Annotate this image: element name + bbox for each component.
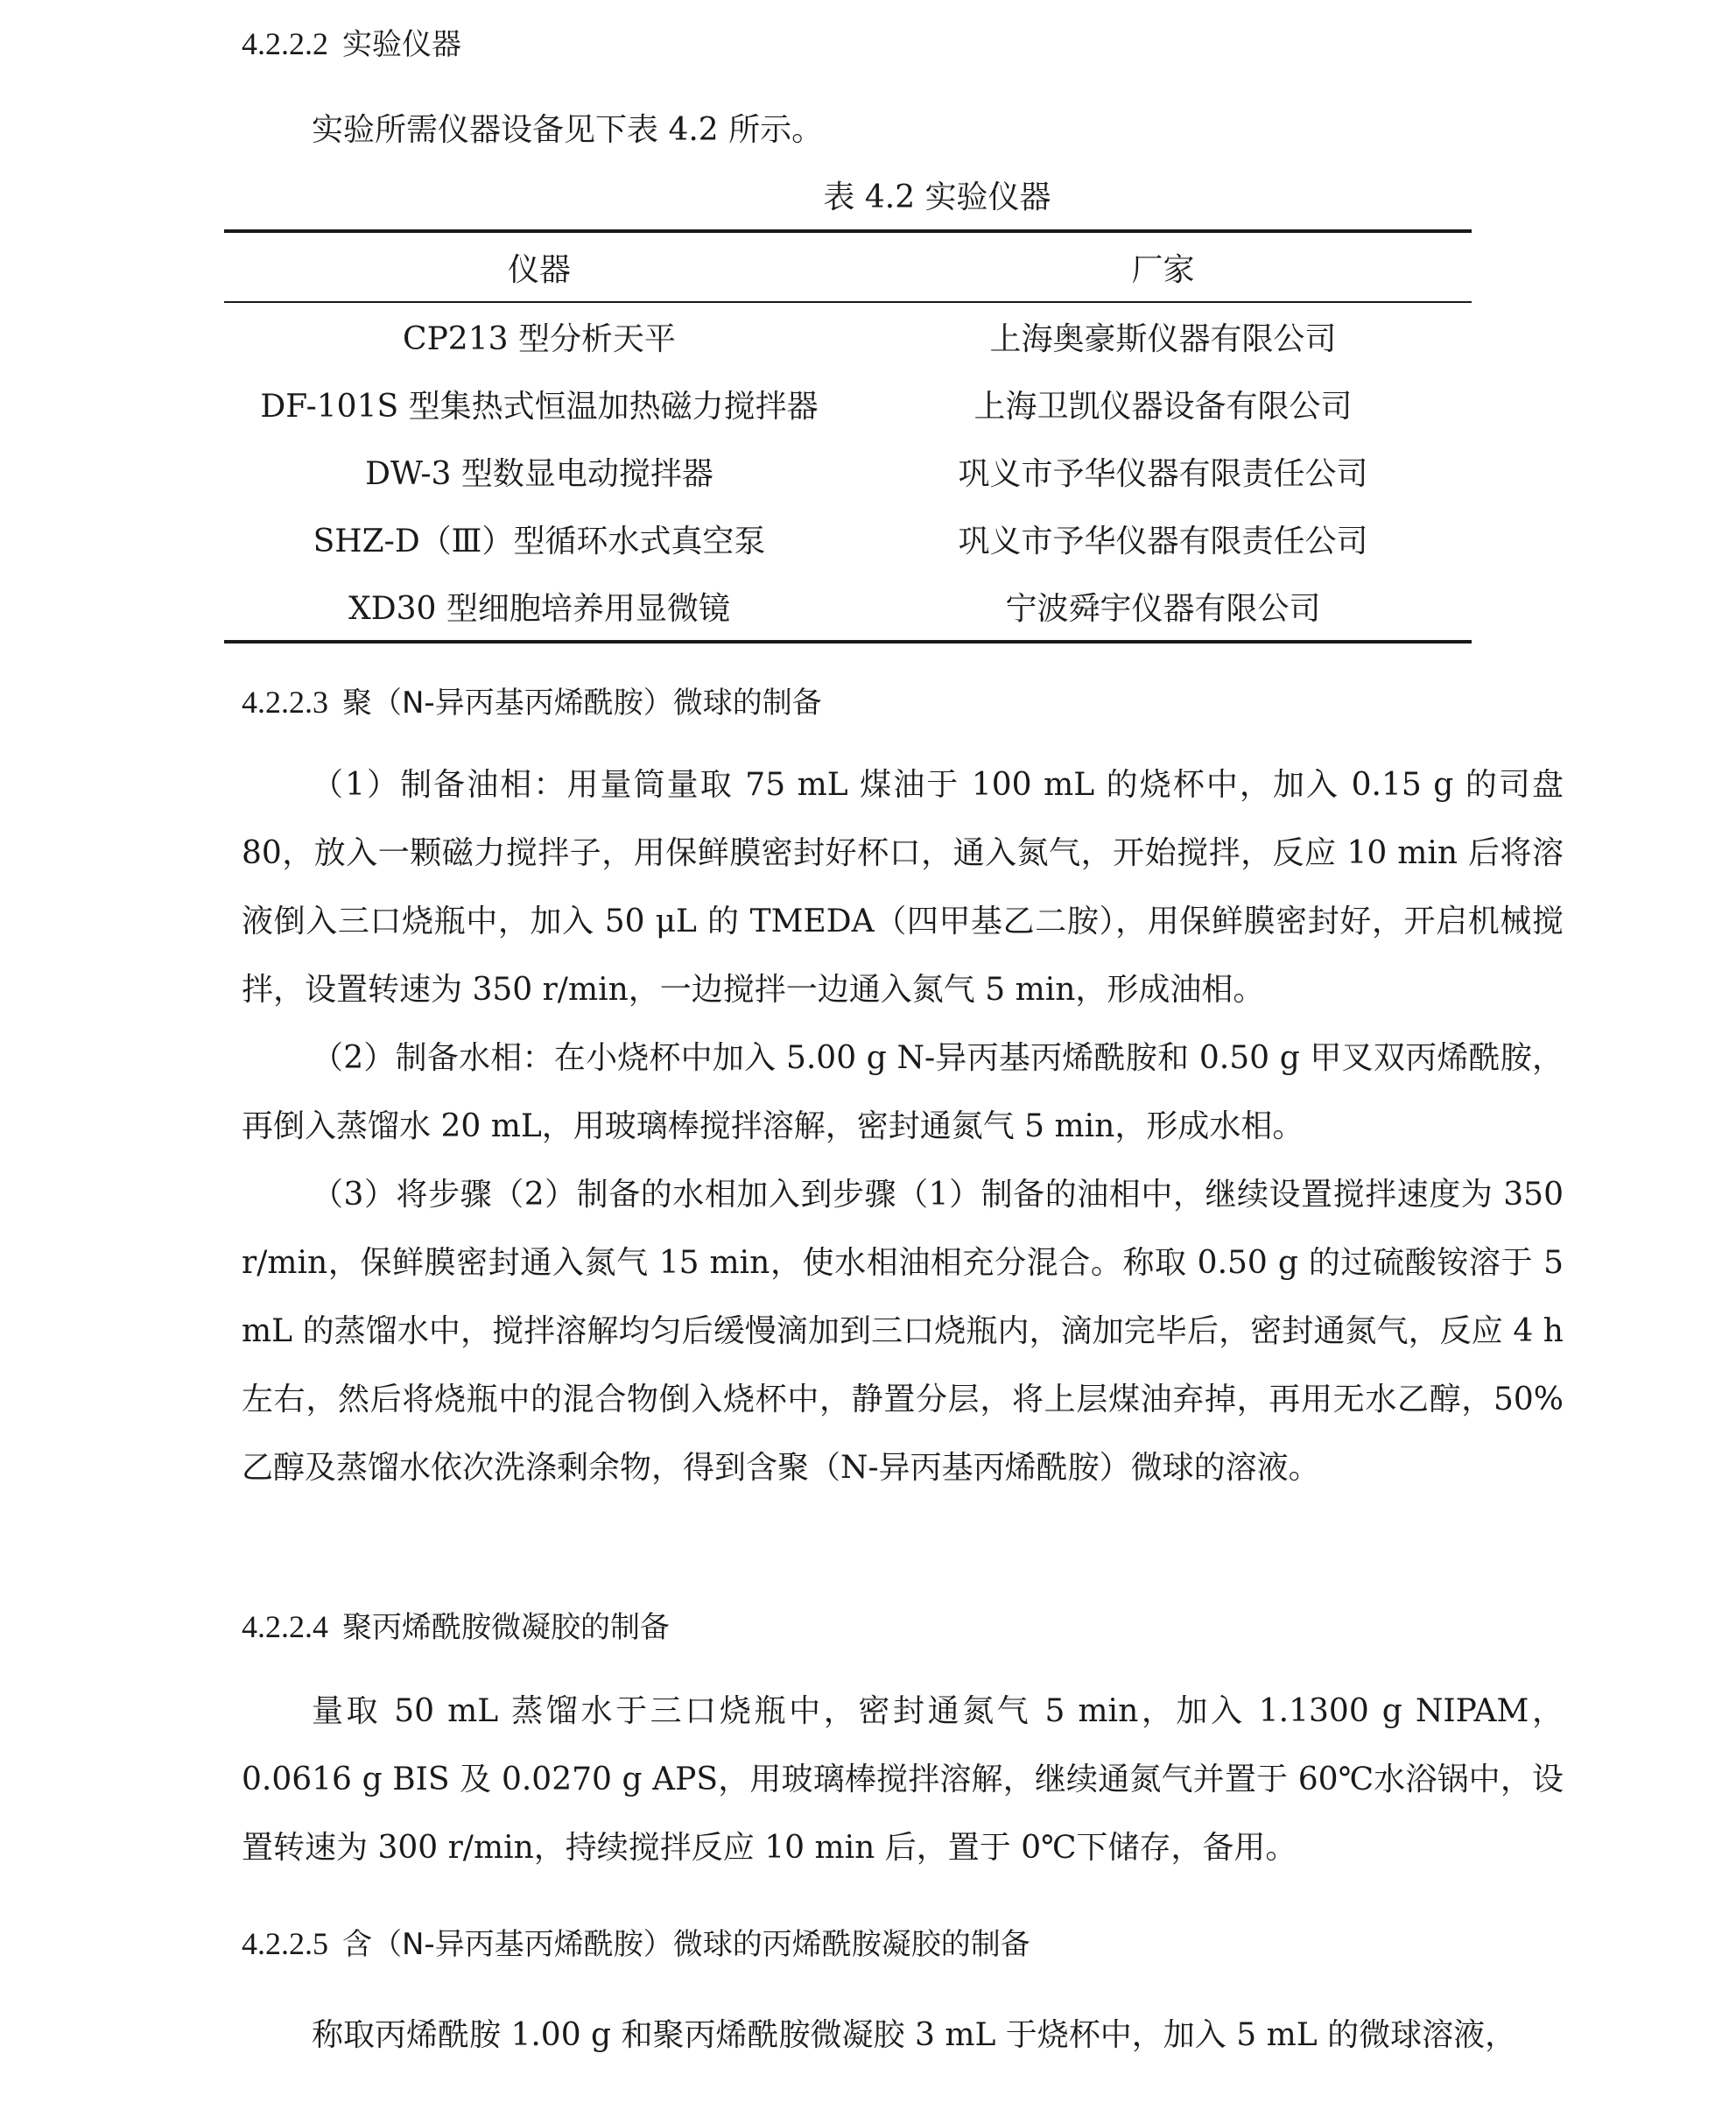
manufacturer-cell: 上海奥豪斯仪器有限公司 bbox=[989, 321, 1337, 357]
instrument-table bbox=[224, 229, 1472, 644]
section-number: 4.2.2.3 bbox=[242, 685, 328, 720]
section-title: 聚丙烯酰胺微凝胶的制备 bbox=[342, 1610, 670, 1645]
manufacturer-cell: 上海卫凯仪器设备有限公司 bbox=[973, 389, 1353, 425]
header-instrument: 仪器 bbox=[224, 231, 854, 302]
table-row bbox=[224, 573, 1472, 642]
table-row bbox=[224, 505, 1472, 573]
gel-paragraph: 称取丙烯酰胺 1.00 g 和聚丙烯酰胺微凝胶 3 mL 于烧杯中，加入 5 mL 的微球溶液， bbox=[312, 2017, 1517, 2053]
header-manufacturer: 厂家 bbox=[854, 231, 1472, 302]
table-row bbox=[224, 302, 1472, 370]
table-header-row bbox=[224, 231, 1472, 302]
instrument-cell: DW-3 型数显电动搅拌器 bbox=[365, 456, 713, 492]
section-heading-4-2-2-2 bbox=[242, 23, 461, 66]
instrument-cell: CP213 型分析天平 bbox=[403, 321, 676, 357]
section-title: 聚（N-异丙基丙烯酰胺）微球的制备 bbox=[342, 686, 822, 721]
manufacturer-cell: 巩义市予华仪器有限责任公司 bbox=[958, 524, 1368, 559]
section-heading-4-2-2-4 bbox=[242, 1606, 670, 1649]
instrument-cell: SHZ-D（Ⅲ）型循环水式真空泵 bbox=[313, 524, 766, 559]
intro-paragraph: 实验所需仪器设备见下表 4.2 所示。 bbox=[312, 112, 824, 148]
section-title: 含（N-异丙基丙烯酰胺）微球的丙烯酰胺凝胶的制备 bbox=[342, 1927, 1030, 1962]
section-number: 4.2.2.4 bbox=[242, 1609, 328, 1644]
step-2-paragraph: （2）制备水相：在小烧杯中加入 5.00 g N-异丙基丙烯酰胺和 0.50 g 甲叉双丙烯酰胺，再倒入蒸馏水 20 mL，用玻璃棒搅拌溶解，密封通氮气 5 min，形成水相。 bbox=[242, 1040, 1564, 1144]
step-1-paragraph: （1）制备油相：用量筒量取 75 mL 煤油于 100 mL 的烧杯中，加入 0.15 g 的司盘 80，放入一颗磁力搅拌子，用保鲜膜密封好杯口，通入氮气，开始搅拌，反应 10 min 后将溶液倒入三口烧瓶中，加入 50 μL 的 TMEDA（四甲基乙二胺），用保鲜膜密封好，开启机械搅拌，设置转速为 350 r/min，一边搅拌一边通入氮气 5 min，形成油相。 bbox=[242, 767, 1564, 1008]
section-heading-4-2-2-3 bbox=[242, 681, 822, 724]
section-4-2-2-3-body bbox=[0, 751, 1736, 1502]
section-title: 实验仪器 bbox=[342, 27, 461, 62]
manufacturer-cell: 巩义市予华仪器有限责任公司 bbox=[958, 456, 1368, 492]
table-caption: 表 4.2 实验仪器 bbox=[823, 179, 1051, 215]
instrument-cell: XD30 型细胞培养用显微镜 bbox=[348, 591, 730, 627]
manufacturer-cell: 宁波舜宇仪器有限公司 bbox=[1005, 591, 1321, 627]
table-row bbox=[224, 370, 1472, 438]
section-number: 4.2.2.5 bbox=[242, 1926, 328, 1961]
instrument-cell: DF-101S 型集热式恒温加热磁力搅拌器 bbox=[260, 389, 819, 425]
microgel-paragraph: 量取 50 mL 蒸馏水于三口烧瓶中，密封通氮气 5 min，加入 1.1300 g NIPAM，0.0616 g BIS 及 0.0270 g APS，用玻璃棒搅拌溶解，继续通氮气并置于 60℃水浴锅中，设置转速为 300 r/min，持续搅拌反应 10 min 后，置于 0℃下储存，备用。 bbox=[242, 1693, 1564, 1866]
step-3-paragraph: （3）将步骤（2）制备的水相加入到步骤（1）制备的油相中，继续设置搅拌速度为 350 r/min，保鲜膜密封通入氮气 15 min，使水相油相充分混合。称取 0.50 g 的过硫酸铵溶于 5 mL 的蒸馏水中，搅拌溶解均匀后缓慢滴加到三口烧瓶内，滴加完毕后，密封通氮气，反应 4 h 左右，然后将烧瓶中的混合物倒入烧杯中，静置分层，将上层煤油弃掉，再用无水乙醇，50%乙醇及蒸馏水依次洗涤剩余物，得到含聚（N-异丙基丙烯酰胺）微球的溶液。 bbox=[242, 1177, 1564, 1486]
section-number: 4.2.2.2 bbox=[242, 26, 328, 61]
table-row bbox=[224, 438, 1472, 505]
section-heading-4-2-2-5 bbox=[242, 1923, 1030, 1966]
